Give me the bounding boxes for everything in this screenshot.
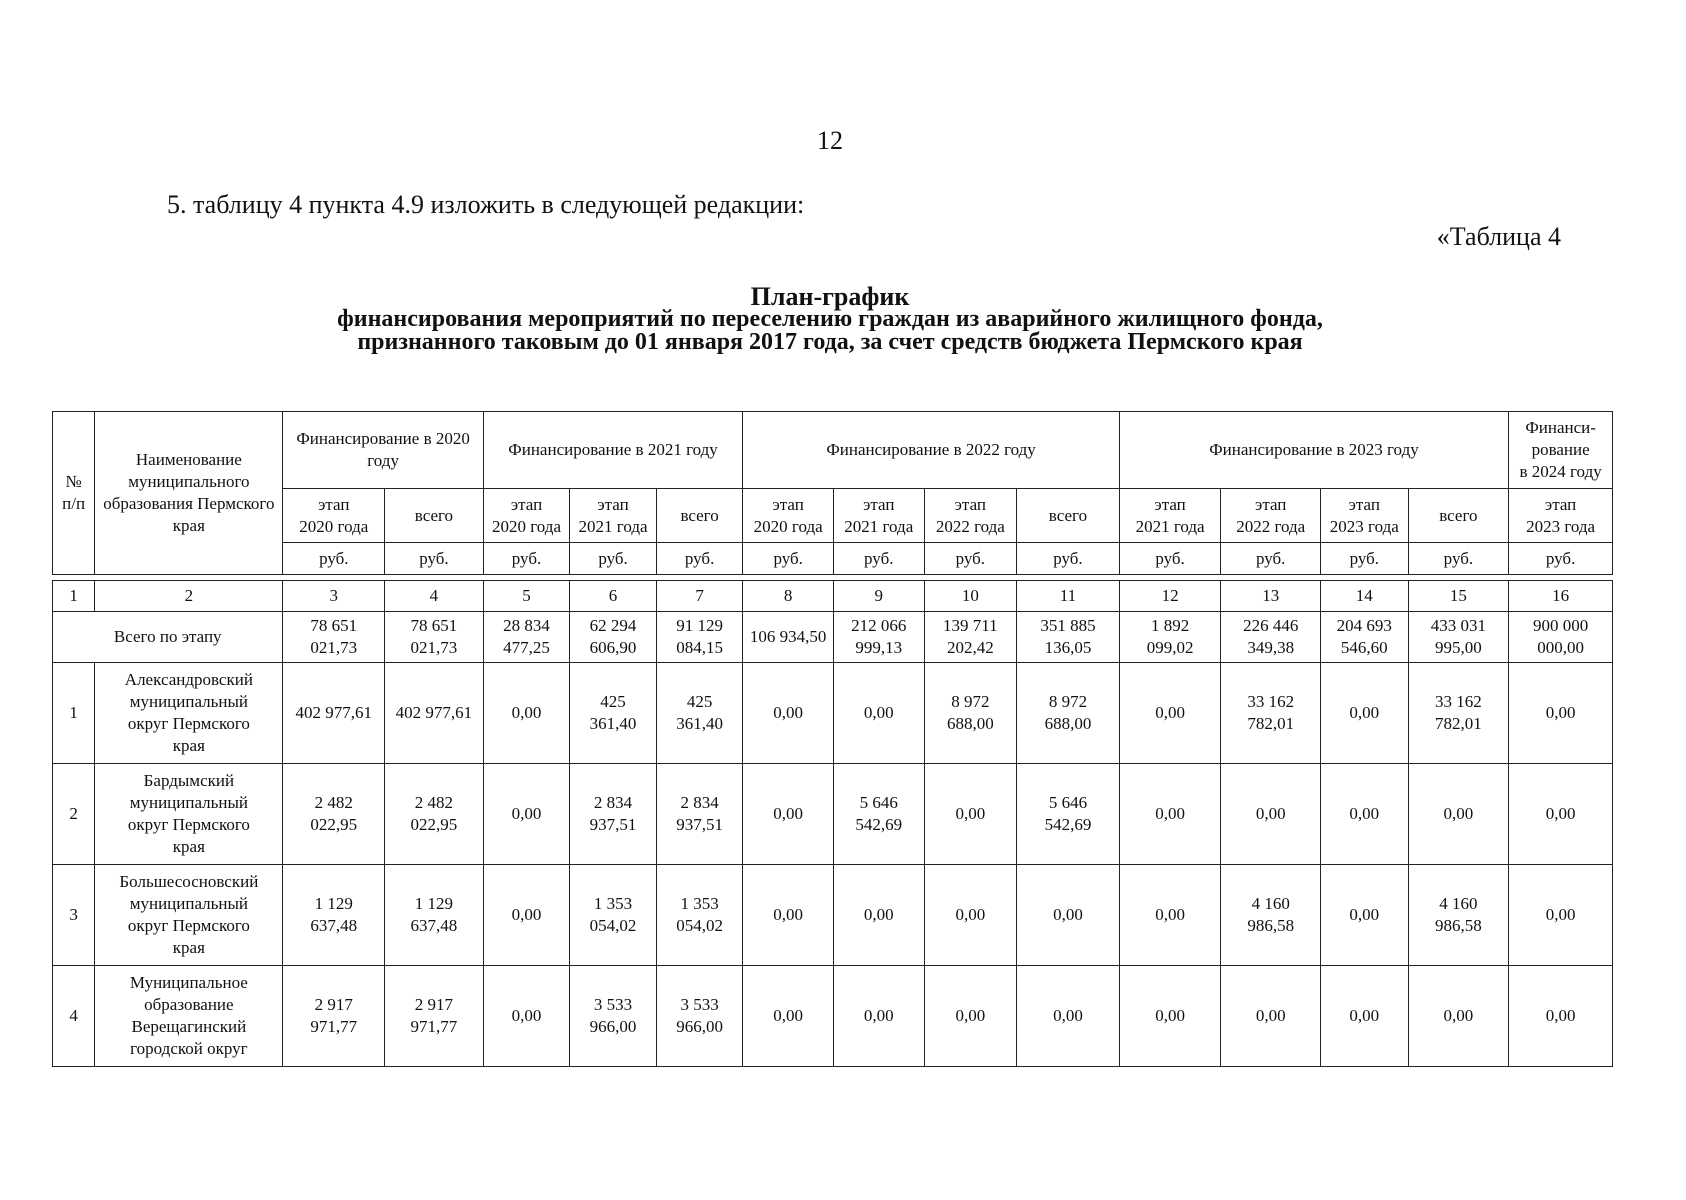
stage-word: этап	[1154, 494, 1186, 514]
amount-cell-line: 986,58	[1435, 916, 1482, 935]
amount-cell-line: 022,95	[410, 815, 458, 834]
totals-value-line: 099,02	[1146, 638, 1194, 657]
header-fin-2020: Финансирование в 2020 году	[283, 412, 483, 489]
amount-cell-line: 0,00	[1443, 804, 1474, 823]
amount-cell	[570, 764, 657, 865]
amount-cell-line: 0,00	[511, 1006, 542, 1025]
header-fin-2021: Финансирование в 2021 году	[483, 412, 743, 489]
column-number: 8	[743, 581, 834, 612]
amount-cell-line: 782,01	[1247, 714, 1295, 733]
amount-cell	[1017, 764, 1120, 865]
column-number: 9	[833, 581, 924, 612]
amount-cell-line: 688,00	[1044, 714, 1092, 733]
amount-cell-line: 637,48	[310, 916, 358, 935]
municipality-name-line: Большесосновский	[119, 872, 259, 891]
amount-cell	[1408, 663, 1509, 764]
row-number: 2	[53, 764, 95, 865]
totals-value-line: 106 934,50	[749, 627, 827, 646]
amount-cell-line: 0,00	[1155, 804, 1185, 823]
totals-value	[743, 612, 834, 663]
amount-cell	[833, 865, 924, 966]
amount-cell-line: 2 482	[414, 793, 454, 812]
amount-cell-line: 0,00	[511, 703, 542, 722]
subheader-stage-2023	[1509, 489, 1613, 543]
table-row	[53, 966, 1613, 1067]
subheader-total: всего	[1408, 489, 1509, 543]
stage-word: этап	[863, 494, 895, 514]
amount-cell-line: 966,00	[589, 1017, 637, 1036]
unit-cell: руб.	[1221, 543, 1321, 575]
amount-cell	[743, 764, 834, 865]
totals-value-line: 900 000	[1532, 616, 1589, 635]
amount-cell	[1119, 966, 1221, 1067]
header-fin-2024-line2: рование	[1531, 440, 1590, 459]
totals-value-line: 91 129	[676, 616, 723, 635]
header-fin-2024	[1509, 412, 1613, 489]
stage-year: 2020 года	[753, 516, 823, 536]
stage-year: 2023 года	[1526, 516, 1596, 536]
amount-cell	[924, 764, 1017, 865]
row-number: 1	[53, 663, 95, 764]
amount-cell	[1017, 966, 1120, 1067]
amount-cell	[1509, 865, 1613, 966]
amount-cell-line: 0,00	[863, 905, 894, 924]
amount-cell	[483, 663, 570, 764]
header-fin-2023: Финансирование в 2023 году	[1119, 412, 1508, 489]
amount-cell-line: 0,00	[773, 804, 804, 823]
amount-cell	[1408, 865, 1509, 966]
column-number: 5	[483, 581, 570, 612]
amount-cell-line: 0,00	[773, 703, 804, 722]
subheader-total: всего	[656, 489, 743, 543]
totals-value-line: 433 031	[1430, 616, 1487, 635]
municipality-name-line: округ Пермского	[127, 916, 250, 935]
amount-cell-line: 688,00	[946, 714, 994, 733]
totals-value-line: 546,60	[1340, 638, 1388, 657]
amount-cell-line: 0,00	[1545, 905, 1576, 924]
amount-cell	[1509, 966, 1613, 1067]
amount-cell-line: 2 834	[593, 793, 633, 812]
amount-cell-line: 2 482	[314, 793, 353, 812]
totals-value-line: 212 066	[851, 616, 907, 635]
amount-cell-line: 1 129	[414, 894, 454, 913]
amount-cell-line: 971,77	[310, 1017, 358, 1036]
amount-cell-line: 0,00	[1349, 905, 1380, 924]
amount-cell-line: 361,40	[676, 714, 723, 733]
amount-cell-line: 0,00	[955, 804, 986, 823]
stage-year: 2022 года	[935, 516, 1005, 536]
totals-value-line: 349,38	[1247, 638, 1295, 657]
subheader-total: всего	[1017, 489, 1120, 543]
header-fin-2024-line1: Финанси-	[1525, 418, 1596, 437]
amount-cell	[1119, 865, 1221, 966]
amount-cell-line: 0,00	[955, 905, 986, 924]
totals-value-line: 995,00	[1435, 638, 1482, 657]
totals-value	[656, 612, 743, 663]
totals-value	[924, 612, 1017, 663]
column-number: 11	[1017, 581, 1120, 612]
amount-cell-line: 0,00	[773, 905, 804, 924]
amount-cell-line: 054,02	[676, 916, 723, 935]
totals-value	[1321, 612, 1409, 663]
totals-value-line: 28 834	[503, 616, 550, 635]
table-row	[53, 663, 1613, 764]
amount-cell-line: 0,00	[955, 1006, 986, 1025]
stage-year: 2021 года	[1135, 516, 1205, 536]
amount-cell	[1221, 966, 1321, 1067]
totals-value	[1408, 612, 1509, 663]
totals-value-line: 136,05	[1044, 638, 1092, 657]
amount-cell-line: 4 160	[1439, 894, 1478, 913]
amount-cell-line: 937,51	[589, 815, 637, 834]
totals-value-line: 351 885	[1040, 616, 1096, 635]
amount-cell-line: 0,00	[1155, 703, 1185, 722]
table-label: «Таблица 4	[1436, 222, 1561, 251]
column-number: 1	[53, 581, 95, 612]
amount-cell	[283, 966, 385, 1067]
totals-value-line: 606,90	[589, 638, 637, 657]
totals-value-line: 139 711	[943, 616, 998, 635]
amount-cell	[1321, 764, 1409, 865]
header-num-line1: №	[65, 472, 82, 491]
amount-cell-line: 0,00	[1545, 703, 1576, 722]
amount-cell-line: 5 646	[859, 793, 898, 812]
subheader-stage-2020	[743, 489, 834, 543]
amount-cell	[1509, 764, 1613, 865]
stage-word: этап	[510, 494, 543, 514]
column-number: 2	[95, 581, 283, 612]
municipality-name-line: Александровский	[124, 670, 253, 689]
subheader-stage-2021	[833, 489, 924, 543]
amount-cell-line: 0,00	[1545, 804, 1576, 823]
amount-cell	[1119, 663, 1221, 764]
header-municipality: Наименование муниципального образования Пермского края	[95, 412, 283, 575]
intro-text: 5. таблицу 4 пункта 4.9 изложить в следующей редакции:	[167, 190, 805, 219]
totals-value-line: 1 892	[1150, 616, 1190, 635]
amount-cell	[1408, 966, 1509, 1067]
amount-cell-line: 0,00	[1053, 1006, 1083, 1025]
unit-cell: руб.	[1119, 543, 1221, 575]
amount-cell-line: 986,58	[1247, 916, 1295, 935]
table-row	[53, 865, 1613, 966]
amount-cell-line: 054,02	[589, 916, 637, 935]
amount-cell-line: 1 353	[593, 894, 633, 913]
stage-year: 2023 года	[1329, 516, 1399, 536]
subheader-stage-2021	[1119, 489, 1221, 543]
amount-cell	[1119, 764, 1221, 865]
header-num	[53, 412, 95, 575]
unit-cell: руб.	[1321, 543, 1409, 575]
amount-cell-line: 937,51	[676, 815, 723, 834]
municipality-name-line: муниципальный	[129, 692, 249, 711]
unit-cell: руб.	[1017, 543, 1120, 575]
totals-value-line: 021,73	[410, 638, 458, 657]
unit-cell: руб.	[656, 543, 743, 575]
amount-cell	[1221, 663, 1321, 764]
amount-cell-line: 542,69	[1044, 815, 1092, 834]
totals-value-line: 999,13	[855, 638, 903, 657]
amount-cell	[656, 663, 743, 764]
amount-cell	[924, 663, 1017, 764]
amount-cell	[283, 663, 385, 764]
amount-cell-line: 1 129	[314, 894, 353, 913]
amount-cell	[656, 865, 743, 966]
column-number: 3	[283, 581, 385, 612]
amount-cell	[743, 663, 834, 764]
municipality-name-line: округ Пермского	[127, 714, 250, 733]
amount-cell	[833, 764, 924, 865]
amount-cell-line: 637,48	[410, 916, 458, 935]
amount-cell-line: 402 977,61	[295, 703, 373, 722]
title-line-1: План-график	[750, 282, 910, 311]
subheader-total: всего	[385, 489, 484, 543]
unit-cell: руб.	[483, 543, 570, 575]
totals-value-line: 78 651	[410, 616, 458, 635]
unit-cell: руб.	[1509, 543, 1613, 575]
header-num-line2: п/п	[62, 494, 86, 513]
subheader-stage-2022	[924, 489, 1017, 543]
amount-cell-line: 0,00	[773, 1006, 804, 1025]
totals-row	[53, 612, 1613, 663]
municipality-name	[95, 663, 283, 764]
amount-cell	[483, 764, 570, 865]
title-line-2: финансирования мероприятий по переселению граждан из аварийного жилищного фонда,	[337, 306, 1323, 332]
amount-cell-line: 3 533	[593, 995, 633, 1014]
totals-value-line: 084,15	[676, 638, 723, 657]
totals-value	[483, 612, 570, 663]
stage-year: 2020 года	[492, 516, 562, 536]
unit-cell: руб.	[743, 543, 834, 575]
amount-cell-line: 0,00	[1255, 804, 1286, 823]
subheader-stage-2021	[570, 489, 657, 543]
amount-cell-line: 022,95	[310, 815, 358, 834]
amount-cell-line: 0,00	[1443, 1006, 1474, 1025]
stage-year: 2022 года	[1236, 516, 1306, 536]
table-row	[53, 764, 1613, 865]
table-title	[0, 282, 1660, 355]
amount-cell-line: 2 917	[414, 995, 454, 1014]
municipality-name-line: Верещагинский	[131, 1017, 247, 1036]
unit-cell: руб.	[283, 543, 385, 575]
amount-cell-line: 0,00	[511, 905, 542, 924]
unit-cell: руб.	[1408, 543, 1509, 575]
column-number-row	[53, 581, 1613, 612]
municipality-name	[95, 764, 283, 865]
amount-cell-line: 33 162	[1247, 692, 1295, 711]
amount-cell-line: 1 353	[680, 894, 719, 913]
unit-cell: руб.	[385, 543, 484, 575]
totals-value	[1221, 612, 1321, 663]
financing-table	[52, 411, 1613, 1067]
amount-cell-line: 0,00	[1349, 804, 1380, 823]
amount-cell-line: 402 977,61	[395, 703, 473, 722]
totals-value-line: 000,00	[1537, 638, 1584, 657]
amount-cell	[833, 663, 924, 764]
amount-cell-line: 33 162	[1435, 692, 1482, 711]
amount-cell-line: 2 834	[680, 793, 719, 812]
page-number: 12	[817, 126, 843, 155]
totals-value-line: 226 446	[1243, 616, 1299, 635]
unit-cell: руб.	[570, 543, 657, 575]
amount-cell	[385, 663, 484, 764]
amount-cell	[1221, 764, 1321, 865]
row-number: 4	[53, 966, 95, 1067]
amount-cell	[743, 865, 834, 966]
amount-cell	[283, 764, 385, 865]
totals-value-line: 202,42	[946, 638, 994, 657]
subheader-stage-2022	[1221, 489, 1321, 543]
stage-year: 2020 года	[299, 516, 369, 536]
stage-word: этап	[318, 494, 350, 514]
column-number: 12	[1119, 581, 1221, 612]
totals-value	[1509, 612, 1613, 663]
amount-cell-line: 542,69	[855, 815, 903, 834]
amount-cell-line: 361,40	[589, 714, 637, 733]
amount-cell-line: 966,00	[676, 1017, 723, 1036]
amount-cell	[570, 865, 657, 966]
amount-cell-line: 0,00	[1255, 1006, 1286, 1025]
subheader-stage-2023	[1321, 489, 1409, 543]
totals-value-line: 62 294	[589, 616, 637, 635]
column-number: 14	[1321, 581, 1409, 612]
column-number: 6	[570, 581, 657, 612]
amount-cell-line: 0,00	[863, 703, 894, 722]
municipality-name-line: муниципальный	[129, 793, 249, 812]
stage-year: 2021 года	[578, 516, 648, 536]
stage-word: этап	[954, 494, 986, 514]
municipality-name-line: Муниципальное	[129, 973, 248, 992]
totals-value-line: 021,73	[310, 638, 358, 657]
amount-cell-line: 0,00	[1349, 703, 1380, 722]
totals-value	[385, 612, 484, 663]
amount-cell-line: 8 972	[1048, 692, 1088, 711]
unit-cell: руб.	[833, 543, 924, 575]
totals-value-line: 477,25	[503, 638, 550, 657]
municipality-name-line: Бардымский	[143, 771, 235, 790]
amount-cell-line: 0,00	[1155, 905, 1185, 924]
amount-cell	[483, 966, 570, 1067]
amount-cell	[570, 966, 657, 1067]
column-number: 10	[924, 581, 1017, 612]
municipality-name-line: городской округ	[130, 1039, 248, 1058]
amount-cell-line: 971,77	[410, 1017, 458, 1036]
amount-cell-line: 0,00	[1349, 1006, 1380, 1025]
amount-cell	[1017, 865, 1120, 966]
subheader-stage-2020	[283, 489, 385, 543]
municipality-name-line: образование	[144, 995, 234, 1014]
amount-cell-line: 0,00	[863, 1006, 894, 1025]
stage-word: этап	[1348, 494, 1380, 514]
amount-cell	[1321, 865, 1409, 966]
amount-cell-line: 0,00	[1545, 1006, 1576, 1025]
amount-cell-line: 5 646	[1048, 793, 1088, 812]
totals-label: Всего по этапу	[53, 612, 283, 663]
municipality-name-line: края	[172, 938, 205, 957]
amount-cell	[1321, 966, 1409, 1067]
totals-value-line: 204 693	[1336, 616, 1392, 635]
amount-cell-line: 4 160	[1251, 894, 1290, 913]
amount-cell	[385, 764, 484, 865]
amount-cell-line: 782,01	[1435, 714, 1482, 733]
totals-value	[833, 612, 924, 663]
amount-cell	[1017, 663, 1120, 764]
municipality-name	[95, 865, 283, 966]
amount-cell	[656, 764, 743, 865]
amount-cell	[743, 966, 834, 1067]
municipality-name	[95, 966, 283, 1067]
title-line-3: признанного таковым до 01 января 2017 года, за счет средств бюджета Пермского края	[357, 329, 1303, 355]
column-number: 15	[1408, 581, 1509, 612]
amount-cell	[656, 966, 743, 1067]
amount-cell	[570, 663, 657, 764]
amount-cell	[924, 966, 1017, 1067]
amount-cell	[385, 865, 484, 966]
column-number: 4	[385, 581, 484, 612]
municipality-name-line: муниципальный	[129, 894, 249, 913]
subheader-stage-2020	[483, 489, 570, 543]
row-number: 3	[53, 865, 95, 966]
stage-word: этап	[597, 494, 629, 514]
municipality-name-line: округ Пермского	[127, 815, 250, 834]
municipality-name-line: края	[172, 736, 205, 755]
totals-value-line: 78 651	[310, 616, 358, 635]
header-fin-2024-line3: в 2024 году	[1519, 462, 1602, 481]
amount-cell	[483, 865, 570, 966]
stage-year: 2021 года	[844, 516, 914, 536]
totals-value	[1119, 612, 1221, 663]
amount-cell	[1408, 764, 1509, 865]
amount-cell-line: 0,00	[511, 804, 542, 823]
amount-cell-line: 0,00	[1053, 905, 1083, 924]
amount-cell-line: 425	[600, 692, 626, 711]
unit-cell: руб.	[924, 543, 1017, 575]
amount-cell	[1321, 663, 1409, 764]
amount-cell-line: 2 917	[314, 995, 353, 1014]
amount-cell-line: 8 972	[951, 692, 990, 711]
header-fin-2022: Финансирование в 2022 году	[743, 412, 1119, 489]
stage-word: этап	[772, 494, 804, 514]
amount-cell	[833, 966, 924, 1067]
totals-value	[1017, 612, 1120, 663]
amount-cell	[1509, 663, 1613, 764]
column-number: 7	[656, 581, 743, 612]
column-number: 16	[1509, 581, 1613, 612]
amount-cell-line: 0,00	[1155, 1006, 1185, 1025]
stage-word: этап	[1544, 494, 1577, 514]
amount-cell	[1221, 865, 1321, 966]
amount-cell	[283, 865, 385, 966]
totals-value	[283, 612, 385, 663]
totals-value	[570, 612, 657, 663]
amount-cell-line: 425	[686, 692, 713, 711]
column-number: 13	[1221, 581, 1321, 612]
stage-word: этап	[1255, 494, 1287, 514]
municipality-name-line: края	[172, 837, 205, 856]
amount-cell	[924, 865, 1017, 966]
amount-cell-line: 3 533	[680, 995, 719, 1014]
amount-cell	[385, 966, 484, 1067]
